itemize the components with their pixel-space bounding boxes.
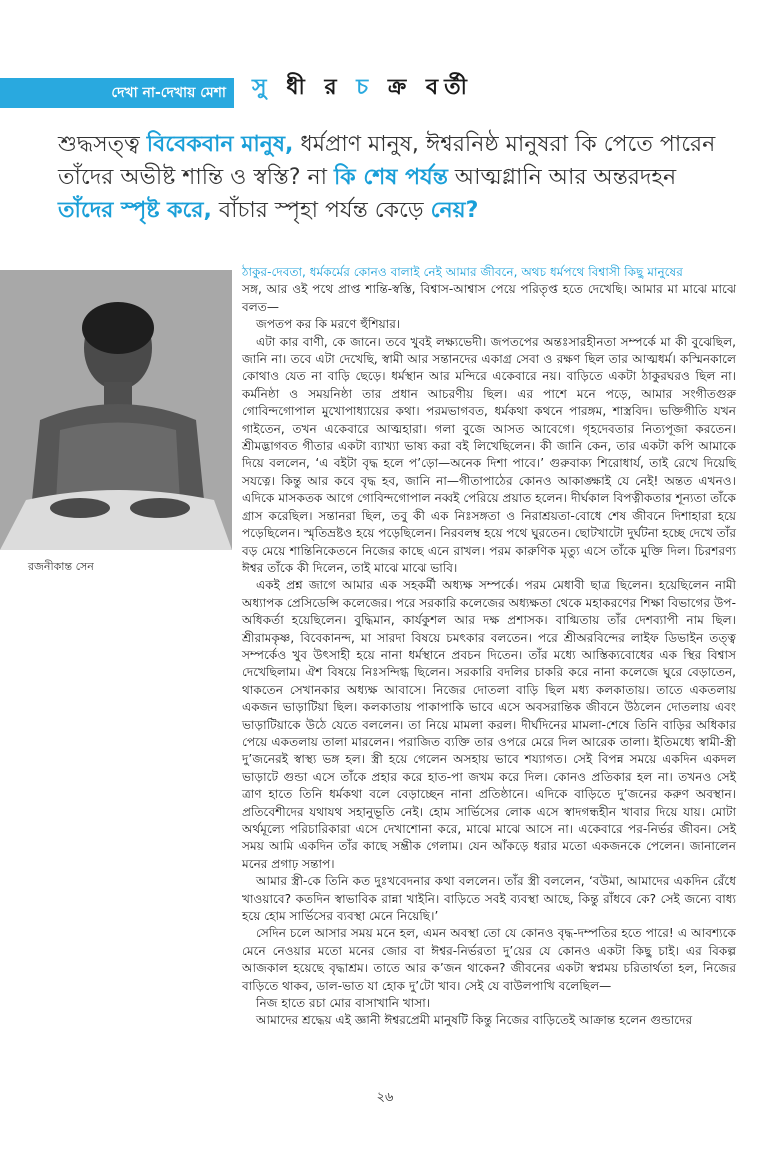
column-name-band xyxy=(0,78,234,108)
pull-quote-text: শুদ্ধসত্ত্ব xyxy=(58,132,147,157)
pull-quote-highlight: বিবেকবান মানুষ, xyxy=(146,132,294,157)
photo-caption: রজনীকান্ত সেন xyxy=(28,560,94,573)
paragraph: আমাদের শ্রদ্ধেয় এই জ্ঞানী ঈশ্বরপ্রেমী মানুষটি কিন্তু নিজের বাড়িতেই আক্রান্ত হলেন গুন্ডাদের xyxy=(256,1013,693,1028)
author-part: র xyxy=(324,75,343,100)
paragraph: সঙ্গ, আর ওই পথে প্রাপ্ত শান্তি-স্বস্তি, বিশ্বাস-আশ্বাস পেয়ে পরিতৃপ্ত হতে দেখেছি। আমার মা মাঝে মাঝে বলত— xyxy=(242,282,736,314)
page-number: ২৬ xyxy=(376,1090,394,1105)
paragraph: আমার স্ত্রী-কে তিনি কত দুঃখবেদনার কথা বললেন। তাঁর স্ত্রী বললেন, ‘বউমা, আমাদের একদিন রেঁধে খাওয়াবে? কতদিন স্বাভাবিক রান্না খাইনি। বাড়িতে সবই ব্যবস্থা আছে, কিন্তু রাঁধবে কে? সেই জন্যে বাধ্য হয়ে হোম সার্ভিসের ব্যবস্থা মেনে নিয়েছি।’ xyxy=(242,874,736,924)
verse-line: জপতপ কর কি মরণে হুঁশিয়ার। xyxy=(256,317,401,332)
author-part: চ xyxy=(356,75,375,100)
pull-quote-text: ধর্মপ্রাণ মানুষ, ঈশ্বরনিষ্ঠ মানুষরা কি পেতে পারেন তাঁদের অভীষ্ট শান্তি ও স্বস্তি? না xyxy=(58,132,716,190)
lead-line: ঠাকুর-দেবতা, ধর্মকর্মের কোনও বালাই নেই আমার জীবনে, অথচ ধর্মপথে বিশ্বাসী কিছু মানুষের xyxy=(242,265,683,279)
column-name: দেখা না-দেখায় মেশা xyxy=(111,85,226,101)
pull-quote-highlight: কি শেষ পর্যন্ত xyxy=(334,165,448,190)
author-part: ক্র বর্তী xyxy=(387,75,473,100)
pull-quote-text: বাঁচার স্পৃহা পর্যন্ত কেড়ে xyxy=(211,198,431,223)
pull-quote-text: আত্মগ্লানি আর অন্তরদহন xyxy=(447,165,677,190)
paragraph: সেদিন চলে আসার সময় মনে হল, এমন অবস্থা তো যে কোনও বৃদ্ধ-দম্পতির হতে পারে! এ আবশ্যকে মেনে নেওয়ার মতো মনের জোর বা ঈশ্বর-নির্ভরতা দু’য়ের যে কোনও একটা কিছু চাই। এর বিকল্প আজকাল হয়েছে বৃদ্ধাশ্রম। তাতে আর ক’জন থাকেন? জীবনের একটা স্বপ্নময় চরিতার্থতা হল, নিজের বাড়িতে থাকব, ডাল-ভাত যা হোক দু’টো খাব। সেই যে বাউলপাখি বলেছিল— xyxy=(242,926,736,993)
paragraph: এটা কার বাণী, কে জানে। তবে খুবই লক্ষ্যভেদী। জপতপের অন্তঃসারহীনতা সম্পর্কে মা কী বুঝেছিল, জানি না। তবে এটা দেখেছি, স্বামী আর সন্তানদের একাগ্র সেবা ও রক্ষণ ছিল তার আত্মধর্ম। কস্মিনকালে কোথাও যেত না বাড়ি ছেড়ে। ধর্মস্থান আর মন্দিরে একেবারে নয়। বাড়িতে একটা ঠাকুরঘরও ছিল না। কর্মনিষ্ঠা ও সময়নিষ্ঠা তার প্রধান আচরণীয় ছিল। এর পাশে মনে পড়ে, আমার সংগীতগুরু গোবিন্দগোপাল মুখোপাধ্যায়ের কথা। পরমভাগবত, ধর্মকথা কথনে পারঙ্গম, শাস্ত্রবিদ। ভক্তিগীতি যখন গাইতেন, তখন একেবারে আত্মহারা। গলা বুজে আসত আবেগে। গৃহদেবতার নিত্যপূজা করতেন। শ্রীমদ্ভাগবত গীতার একটা ব্যাখ্যা ভাষ্য করা বই লিখেছিলেন। কী জানি কেন, তার একটা কপি আমাকে দিয়ে বললেন, ‘এ বইটা বৃদ্ধ হলে প’ড়ো—অনেক দিশা পাবে।’ গুরুবাক্য শিরোধার্য, তাই রেখে দিয়েছি সযত্নে। কিন্তু আর কবে বৃদ্ধ হব, জানি না—গীতাপাঠের কোনও আকাঙ্ক্ষাই যে নেই! অন্তত এখনও। এদিকে মাসকতক আগে গোবিন্দগোপাল নব্বই পেরিয়ে প্রয়াত হলেন। দীর্ঘকাল বিপত্নীকতার শূন্যতা তাঁকে গ্রাস করেছিল। সন্তানরা ছিল, তবু কী এক নিঃসঙ্গতা ও নিরাশ্রয়তা-বোধে শেষ জীবনে দিশাহারা হয়ে পড়েছিলেন। স্মৃতিভ্রষ্টও হয়ে পড়েছিলেন। নিরবলম্ব হয়ে পথে ঘুরতেন। ছোটখাটো দুর্ঘটনা হচ্ছে দেখে তাঁর বড় মেয়ে শান্তিনিকেতনে নিজের কাছে এনে রাখল। পরম কারুণিক মৃত্যু এসে তাঁকে মুক্তি দিল। চিরশরণ্য ঈশ্বর তাঁকে কী দিলেন, তাই মাঝে মাঝে ভাবি। xyxy=(242,334,736,575)
pull-quote-highlight: নেয়? xyxy=(430,198,479,223)
paragraph: একই প্রশ্ন জাগে আমার এক সহকর্মী অধ্যক্ষ সম্পর্কে। পরম মেধাবী ছাত্র ছিলেন। হয়েছিলেন নামী অধ্যাপক প্রেসিডেন্সি কলেজের। পরে সরকারি কলেজের অধ্যক্ষতা থেকে মহাকরণের শিক্ষা বিভাগের উপ-অধিকর্তা হয়েছিলেন। বুদ্ধিমান, কার্যকুশল আর দক্ষ প্রশাসক। বাগ্মিতায় তাঁর দেশব্যাপী নাম ছিল। শ্রীরামকৃষ্ণ, বিবেকানন্দ, মা সারদা বিষয়ে চমৎকার বলতেন। পরে শ্রীঅরবিন্দের লাইফ ডিভাইন তত্ত্ব সম্পর্কেও খুব উৎসাহী হয়ে নানা ধর্মস্থানে প্রবচন দিতেন। তাঁর মধ্যে আস্তিক্যবোধের এক স্থির বিশ্বাস দেখেছিলাম। ঐশ বিষয়ে নিঃসন্দিগ্ধ ছিলেন। সরকারি বদলির চাকরি করে নানা কলেজে ঘুরে বেড়াতেন, থাকতেন সেখানকার অধ্যক্ষ আবাসে। নিজের দোতলা বাড়ি ছিল মধ্য কলকাতায়। তাতে একতলায় একজন ভাড়াটিয়া ছিল। কলকাতায় পাকাপাকি ভাবে এসে অবসরান্তিক জীবনে উঠলেন দোতলায় এবং ভাড়াটিয়াকে উঠে যেতে বললেন। তা নিয়ে মামলা করল। দীর্ঘদিনের মামলা-শেষে তিনি বাড়ির অধিকার পেয়ে একতলায় তালা মারলেন। পরাজিত ব্যক্তি তার ওপরে মেরে দিল আরেক তালা। ইতিমধ্যে স্বামী-স্ত্রী দু’জনেরই স্বাস্থ্য ভঙ্গ হল। স্ত্রী হয়ে গেলেন অসহায় ভাবে শয্যাগত। সেই বিপন্ন সময়ে একদিন একদল ভাড়াটে গুন্ডা এসে তাঁকে প্রহার করে হাত-পা জখম করে দিল। কোনও প্রতিকার হল না। তখনও সেই ত্রাণ হাতে তিনি ধর্মকথা বলে বেড়াচ্ছেন নানা প্রতিষ্ঠানে। এদিকে বাড়িতে দু’জনের করুণ অবস্থান। প্রতিবেশীদের যথাযথ সহানুভূতি নেই। হোম সার্ভিসের লোক এসে স্বাদগন্ধহীন খাবার দিয়ে যায়। মোটা অর্থমূল্যে পরিচারিকারা এসে দেখাশোনা করে, মাঝে মাঝে আসে না। একেবারে পর-নির্ভর জীবন। সেই সময় আমি একদিন তাঁর কাছে সম্ভ্রীক গেলাম। যেন আঁকড়ে ধরার মতো একজনকে পেলেন। জানালেন মনের প্রগাঢ় সন্তাপ। xyxy=(242,578,736,871)
article-body xyxy=(242,264,736,1030)
author-part: ধী xyxy=(286,75,311,100)
author-name xyxy=(252,70,473,107)
pull-quote-highlight: তাঁদের স্পৃষ্ট করে, xyxy=(58,198,212,223)
pull-quote xyxy=(58,128,718,227)
verse-line: নিজ হাতে রচা মোর বাসাখানি খাসা। xyxy=(256,996,431,1011)
author-part: সু xyxy=(252,75,273,100)
portrait-photo xyxy=(0,270,232,550)
portrait-illustration xyxy=(0,270,232,550)
